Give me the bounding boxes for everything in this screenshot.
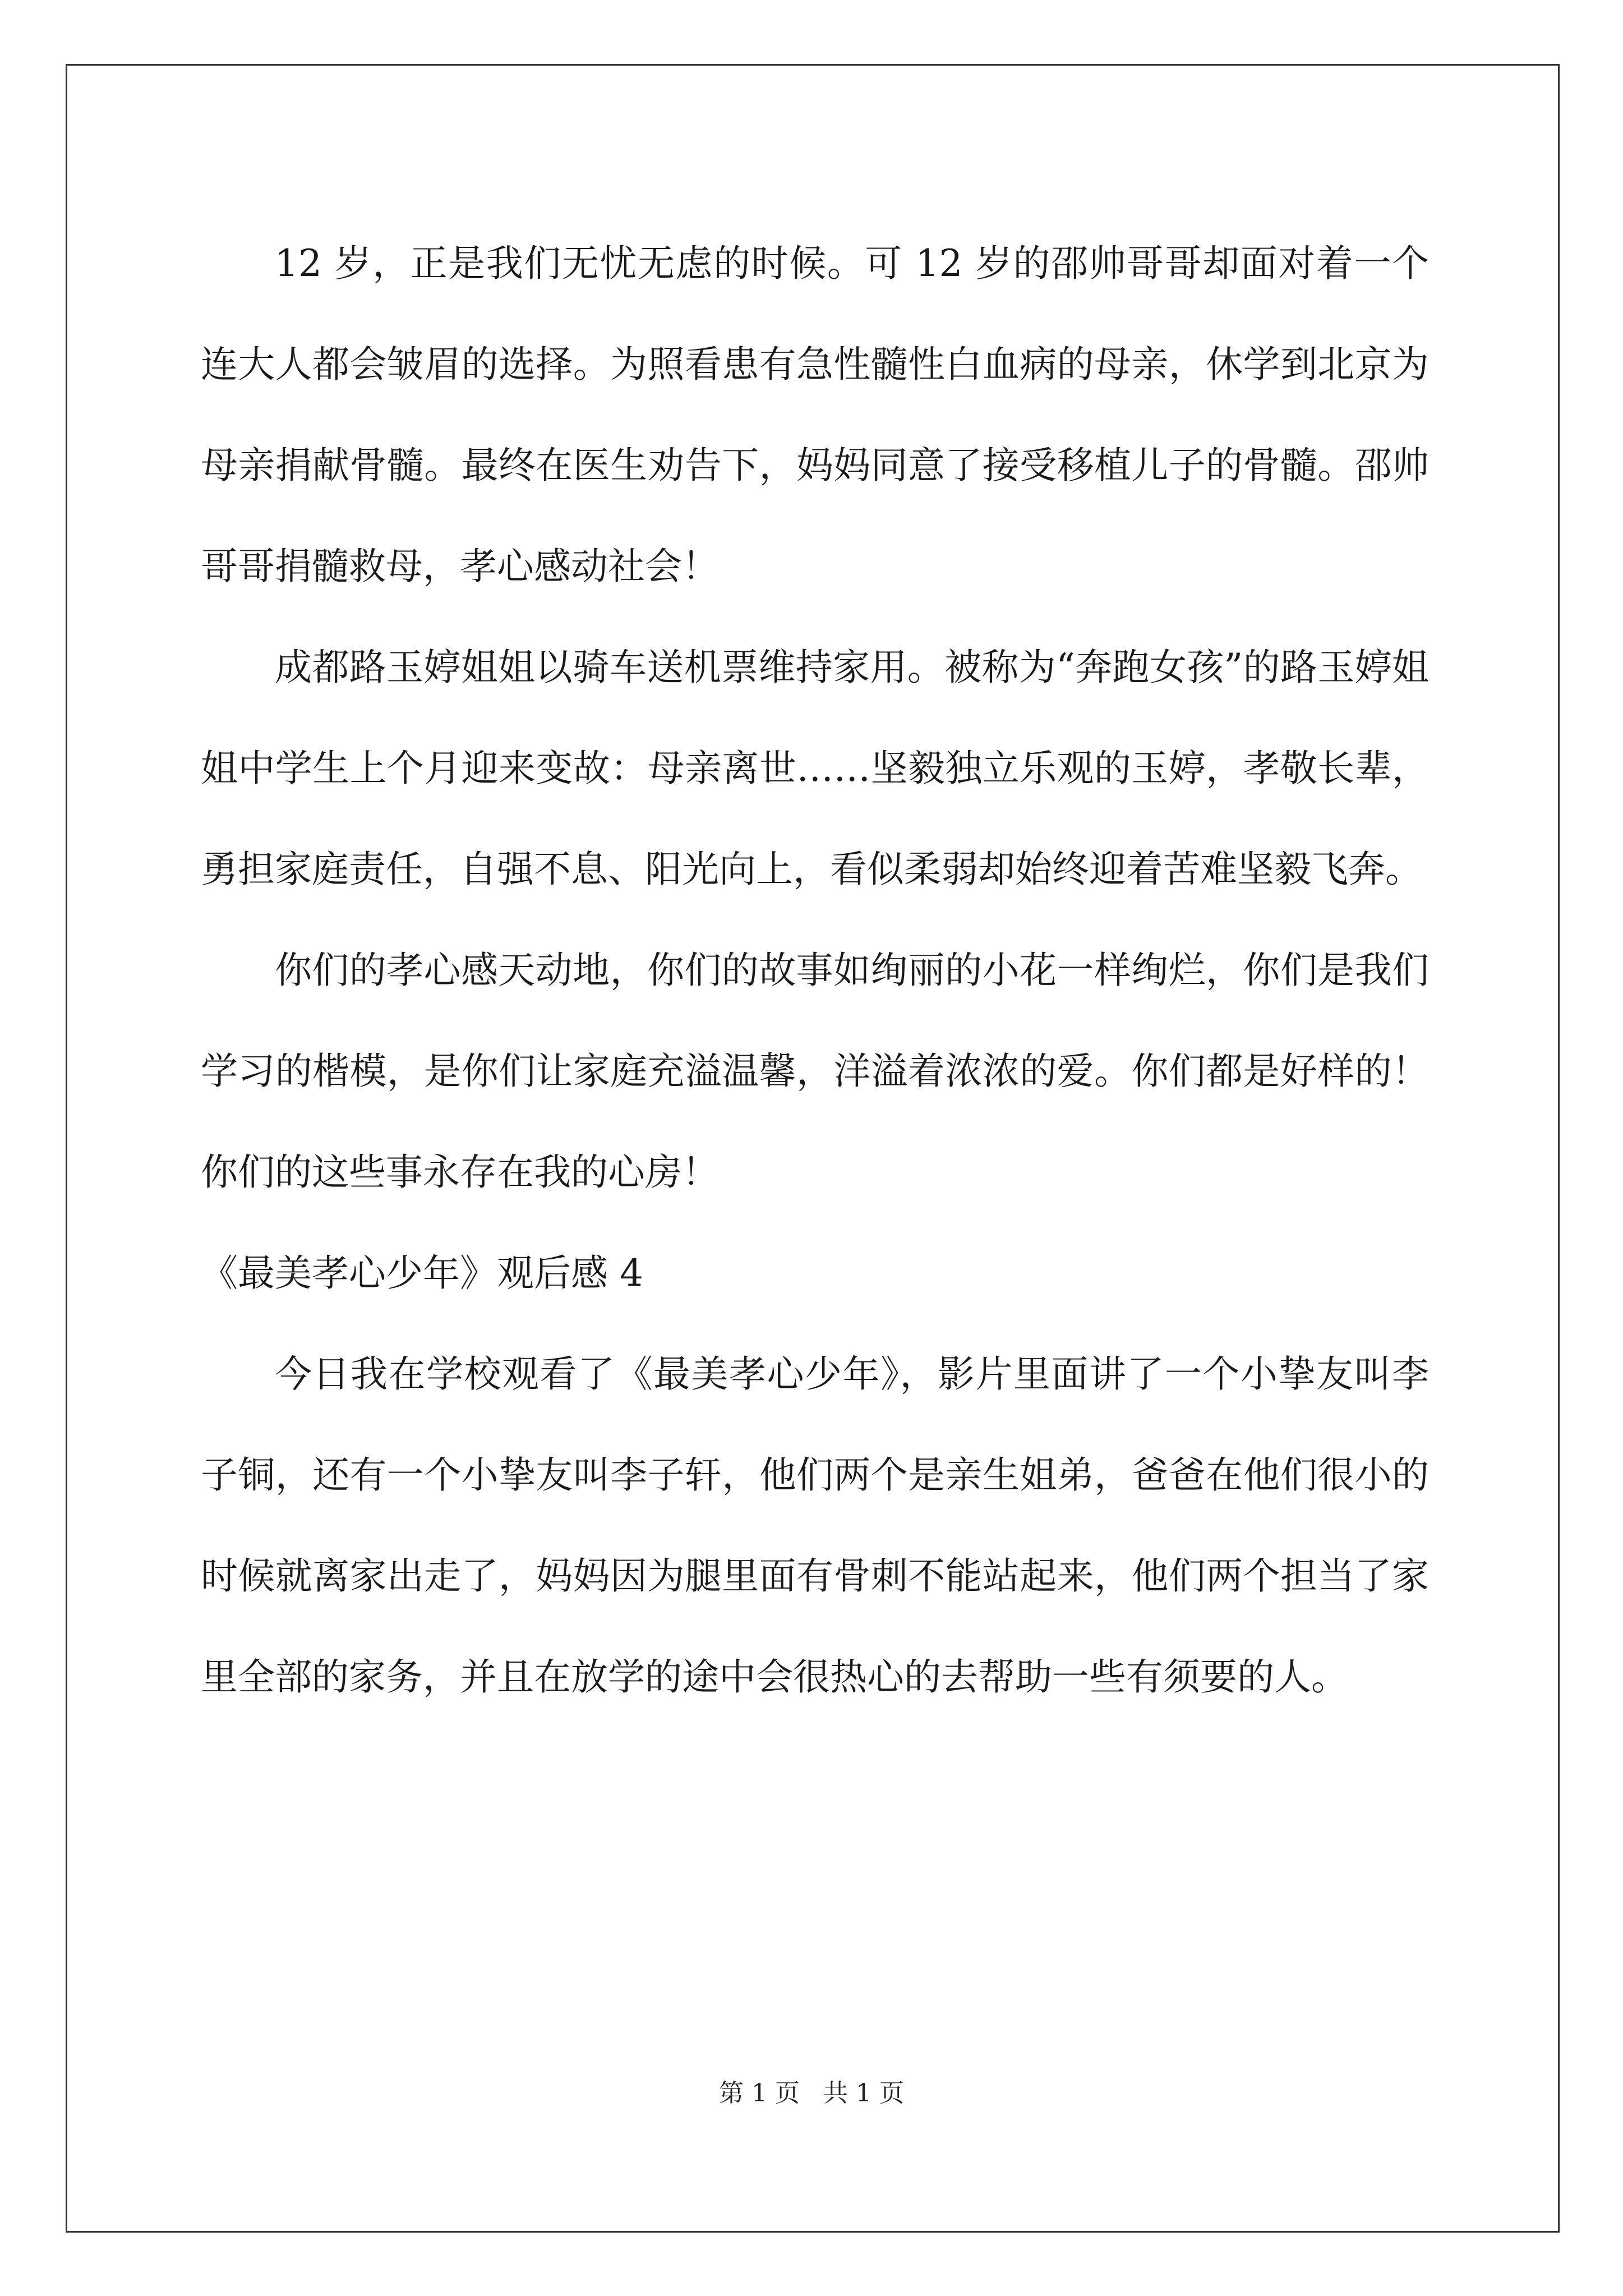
section-heading: 《最美孝心少年》观后感 4 [201,1251,643,1295]
paragraph-2: 成都路玉婷姐姐以骑车送机票维持家用。被称为“奔跑女孩”的路玉婷姐姐中学生上个月迎来变故：母亲离世……坚毅独立乐观的玉婷，孝敬长辈，勇担家庭责任，自强不息、阳光向上，看似柔弱却始终迎着苦难坚毅飞奔。 [201,646,1429,891]
page-footer: 第 1 页 共 1 页 [719,2079,904,2108]
paragraph-4: 今日我在学校观看了《最美孝心少年》，影片里面讲了一个小挚友叫李子铜，还有一个小挚友叫李子轩，他们两个是亲生姐弟，爸爸在他们很小的时候就离家出走了，妈妈因为腿里面有骨刺不能站起来，他们两个担当了家里全部的家务，并且在放学的途中会很热心的去帮助一些有须要的人。 [201,1352,1429,1699]
paragraph-1: 12 岁，正是我们无忧无虑的时候。可 12 岁的邵帅哥哥却面对着一个连大人都会皱眉的选择。为照看患有急性髓性白血病的母亲，休学到北京为母亲捐献骨髓。最终在医生劝告下，妈妈同意了接受移植儿子的骨髓。邵帅哥哥捐髓救母，孝心感动社会！ [201,242,1429,588]
paragraph-3: 你们的孝心感天动地，你们的故事如绚丽的小花一样绚烂，你们是我们学习的楷模，是你们让家庭充溢温馨，洋溢着浓浓的爱。你们都是好样的！你们的这些事永存在我的心房！ [201,949,1429,1194]
document-body [201,213,1429,1728]
